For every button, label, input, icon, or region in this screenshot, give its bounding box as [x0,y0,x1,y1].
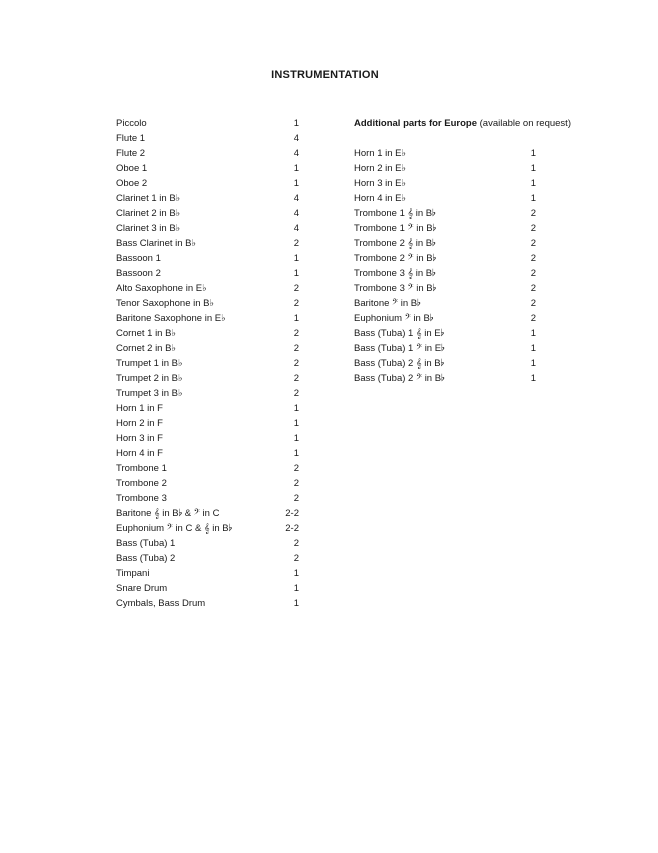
part-name: Horn 3 in F [116,433,163,444]
part-quantity: 4 [293,208,299,219]
part-quantity: 2 [293,238,299,249]
europe-part-row [354,236,554,251]
part-name: Trombone 2 𝄞 in B♭ [354,238,436,249]
part-name: Snare Drum [116,583,168,594]
part-quantity: 4 [293,148,299,159]
part-quantity: 1 [530,328,536,339]
part-quantity: 2 [293,328,299,339]
part-quantity: 2 [293,493,299,504]
europe-heading-title: Additional parts for Europe [354,118,477,129]
europe-part-row [354,296,554,311]
part-name: Bassoon 2 [116,268,161,279]
europe-part-row [354,191,554,206]
part-quantity: 2 [530,223,536,234]
part-quantity: 2 [530,298,536,309]
part-row [116,416,300,431]
part-quantity: 2 [530,238,536,249]
part-quantity: 2 [293,388,299,399]
part-quantity: 1 [530,193,536,204]
part-row [116,176,300,191]
part-name: Euphonium 𝄢 in B♭ [354,313,434,324]
part-quantity: 2 [293,358,299,369]
part-quantity: 4 [293,193,299,204]
part-quantity: 1 [530,358,536,369]
part-row [116,311,300,326]
part-name: Flute 2 [116,148,146,159]
part-name: Trombone 3 [116,493,167,504]
part-quantity: 1 [293,448,299,459]
part-quantity: 2 [293,538,299,549]
part-name: Trombone 3 𝄞 in B♭ [354,268,436,279]
europe-part-row [354,326,554,341]
part-name: Alto Saxophone in E♭ [116,283,207,294]
part-quantity: 2-2 [285,523,299,534]
part-quantity: 1 [293,313,299,324]
part-quantity: 2 [530,253,536,264]
europe-heading-note: (available on request) [476,118,571,129]
part-row [116,296,300,311]
europe-part-row [354,176,554,191]
part-name: Cymbals, Bass Drum [116,598,206,609]
part-name: Trumpet 1 in B♭ [116,358,183,369]
part-quantity: 1 [293,178,299,189]
part-row [116,551,300,566]
europe-part-row [354,281,554,296]
part-name: Horn 3 in E♭ [354,178,407,189]
part-row [116,446,300,461]
part-row [116,206,300,221]
part-name: Flute 1 [116,133,146,144]
part-row [116,251,300,266]
part-quantity: 1 [293,433,299,444]
part-quantity: 2 [293,343,299,354]
part-name: Bassoon 1 [116,253,161,264]
europe-part-row [354,251,554,266]
part-quantity: 1 [293,598,299,609]
part-quantity: 2 [293,283,299,294]
part-quantity: 1 [530,163,536,174]
part-quantity: 2 [530,313,536,324]
part-name: Horn 1 in E♭ [354,148,407,159]
part-row [116,581,300,596]
europe-part-row [354,341,554,356]
europe-part-row [354,311,554,326]
part-row [116,476,300,491]
europe-heading [354,116,571,131]
part-name: Euphonium 𝄢 in C & 𝄞 in B♭ [116,523,233,534]
part-row [116,521,300,536]
instrumentation-list [116,116,300,611]
europe-part-row [354,371,554,386]
part-name: Bass (Tuba) 2 [116,553,176,564]
europe-part-row [354,161,554,176]
part-quantity: 1 [293,268,299,279]
part-name: Baritone 𝄞 in B♭ & 𝄢 in C [116,508,220,519]
part-quantity: 1 [530,148,536,159]
part-quantity: 1 [293,163,299,174]
part-row [116,506,300,521]
part-row [116,341,300,356]
part-name: Clarinet 3 in B♭ [116,223,181,234]
part-name: Trombone 1 𝄞 in B♭ [354,208,436,219]
europe-part-row [354,356,554,371]
part-name: Bass Clarinet in B♭ [116,238,196,249]
part-row [116,386,300,401]
europe-part-row [354,146,554,161]
part-row [116,356,300,371]
part-name: Cornet 1 in B♭ [116,328,176,339]
part-name: Horn 4 in E♭ [354,193,407,204]
europe-part-row [354,221,554,236]
part-name: Trombone 3 𝄢 in B♭ [354,283,437,294]
part-quantity: 1 [293,253,299,264]
part-quantity: 2 [530,208,536,219]
europe-parts-list [354,116,571,386]
part-name: Baritone Saxophone in E♭ [116,313,226,324]
part-name: Trumpet 3 in B♭ [116,388,183,399]
part-quantity: 2 [293,298,299,309]
part-quantity: 1 [530,373,536,384]
part-row [116,236,300,251]
part-quantity: 4 [293,133,299,144]
part-row [116,161,300,176]
part-row [116,401,300,416]
part-name: Trombone 1 𝄢 in B♭ [354,223,437,234]
part-quantity: 1 [530,343,536,354]
part-name: Trumpet 2 in B♭ [116,373,183,384]
part-row [116,596,300,611]
part-row [116,116,300,131]
part-name: Bass (Tuba) 2 𝄢 in B♭ [354,373,445,384]
part-row [116,266,300,281]
part-row [116,431,300,446]
part-quantity: 1 [530,178,536,189]
part-quantity: 2 [293,463,299,474]
part-row [116,191,300,206]
part-row [116,566,300,581]
part-name: Bass (Tuba) 1 𝄞 in E♭ [354,328,445,339]
part-row [116,536,300,551]
part-name: Trombone 2 𝄢 in B♭ [354,253,437,264]
part-quantity: 2 [530,283,536,294]
part-quantity: 1 [293,568,299,579]
part-row [116,371,300,386]
part-name: Baritone 𝄢 in B♭ [354,298,421,309]
part-name: Oboe 2 [116,178,148,189]
europe-part-row [354,266,554,281]
part-quantity: 4 [293,223,299,234]
part-row [116,281,300,296]
part-quantity: 2 [293,373,299,384]
part-name: Horn 2 in E♭ [354,163,407,174]
part-name: Oboe 1 [116,163,148,174]
part-quantity: 2 [293,478,299,489]
part-name: Horn 4 in F [116,448,163,459]
part-name: Clarinet 1 in B♭ [116,193,181,204]
part-name: Clarinet 2 in B♭ [116,208,181,219]
part-name: Bass (Tuba) 1 [116,538,176,549]
part-quantity: 2 [530,268,536,279]
part-quantity: 2 [293,553,299,564]
part-quantity: 1 [293,583,299,594]
part-name: Cornet 2 in B♭ [116,343,176,354]
europe-part-row [354,206,554,221]
part-quantity: 1 [293,403,299,414]
page-title: INSTRUMENTATION [271,69,379,81]
part-name: Bass (Tuba) 2 𝄞 in B♭ [354,358,445,369]
part-name: Horn 2 in F [116,418,163,429]
part-row [116,491,300,506]
part-quantity: 1 [293,418,299,429]
part-row [116,131,300,146]
part-quantity: 1 [293,118,299,129]
part-name: Trombone 1 [116,463,167,474]
part-name: Tenor Saxophone in B♭ [116,298,214,309]
part-row [116,221,300,236]
part-name: Trombone 2 [116,478,167,489]
part-row [116,461,300,476]
part-row [116,326,300,341]
part-name: Horn 1 in F [116,403,163,414]
part-quantity: 2-2 [285,508,299,519]
part-row [116,146,300,161]
part-name: Timpani [116,568,150,579]
part-name: Bass (Tuba) 1 𝄢 in E♭ [354,343,445,354]
part-name: Piccolo [116,118,147,129]
